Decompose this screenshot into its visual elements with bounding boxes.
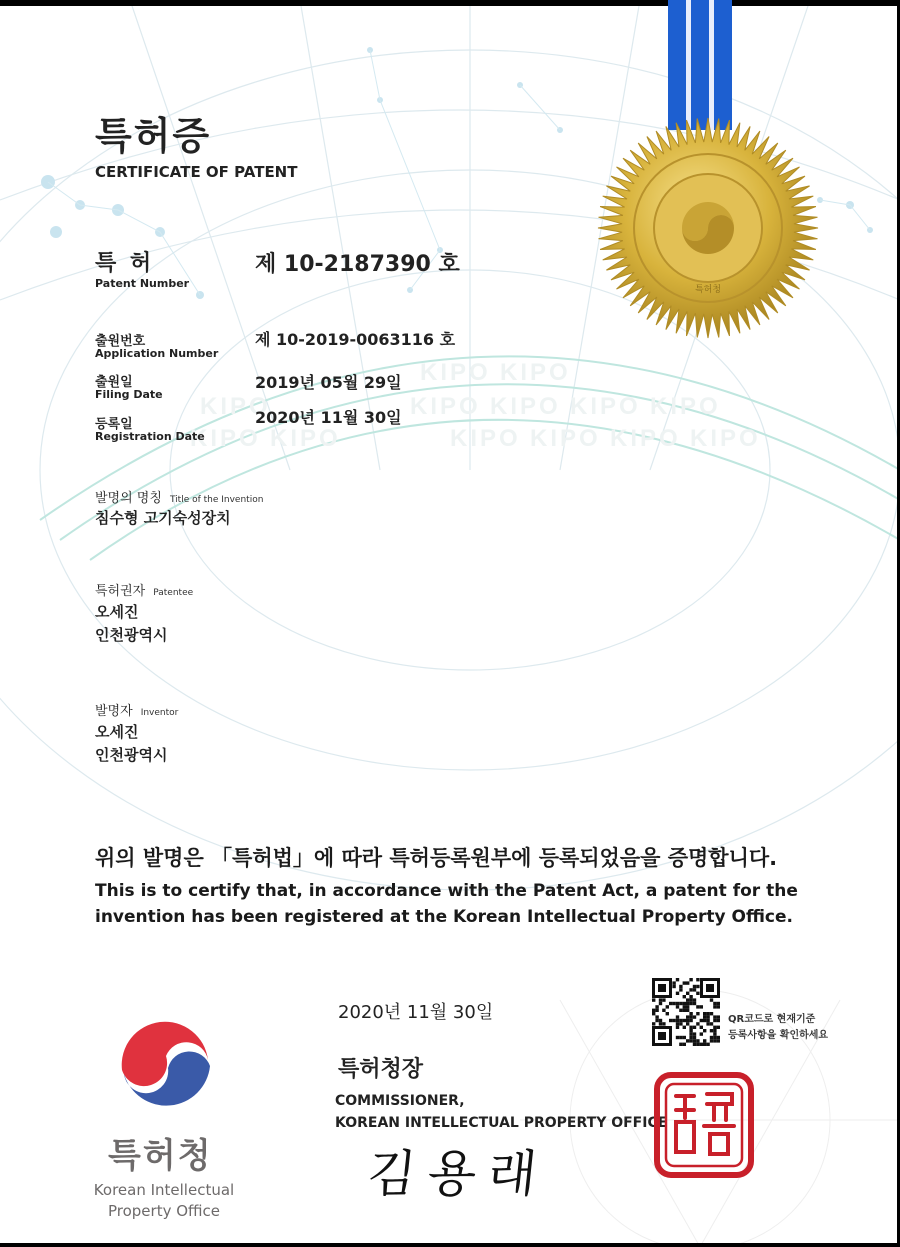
- patentee-label-ko: 특허권자: [95, 584, 146, 599]
- qr-module: [655, 1009, 658, 1012]
- qr-module: [676, 1026, 679, 1029]
- patent-number-label-ko: 특 허: [95, 251, 155, 276]
- qr-module: [693, 1043, 696, 1046]
- commissioner-title-en-line2: KOREAN INTELLECTUAL PROPERTY OFFICE: [335, 1115, 668, 1131]
- invention-title-label: [95, 487, 263, 506]
- patent-number-label-en: Patent Number: [95, 277, 190, 290]
- commissioner-signature: 김용래: [364, 1145, 552, 1203]
- qr-module: [686, 981, 689, 984]
- certificate-title-en: CERTIFICATE OF PATENT: [95, 163, 298, 181]
- qr-module: [706, 1019, 709, 1022]
- qr-module: [703, 1039, 706, 1042]
- medal-text: 특허청: [694, 285, 722, 295]
- qr-module: [669, 1002, 672, 1005]
- qr-module: [676, 1022, 679, 1025]
- qr-module: [689, 1039, 692, 1042]
- qr-module: [689, 1032, 692, 1035]
- qr-module: [659, 1022, 662, 1025]
- qr-module: [713, 1005, 716, 1008]
- qr-module: [686, 1005, 689, 1008]
- qr-module: [652, 998, 655, 1001]
- blue-ribbon: [668, 0, 732, 130]
- qr-module: [689, 978, 692, 981]
- qr-caption: [728, 1012, 828, 1044]
- qr-module: [689, 995, 692, 998]
- qr-module: [693, 1002, 696, 1005]
- qr-module: [693, 998, 696, 1001]
- qr-module: [662, 1022, 665, 1025]
- qr-module: [710, 1029, 713, 1032]
- qr-module: [710, 1036, 713, 1039]
- registration-date-label-en: Registration Date: [95, 430, 205, 443]
- qr-module: [717, 1036, 720, 1039]
- qr-module: [710, 1012, 713, 1015]
- qr-module: [676, 992, 679, 995]
- qr-caption-line2: 등록사항을 확인하세요: [728, 1030, 829, 1041]
- patentee-label-en: Patentee: [153, 588, 194, 598]
- qr-module: [659, 1002, 662, 1005]
- qr-module: [679, 1036, 682, 1039]
- qr-module: [679, 985, 682, 988]
- kipo-logo-name-ko: 특허청: [108, 1136, 213, 1176]
- inventor-name: 오세진: [95, 723, 139, 741]
- watermark-kipo: KIPO: [500, 359, 571, 386]
- qr-module: [679, 988, 682, 991]
- watermark-kipo: KIPO: [410, 393, 481, 420]
- qr-module: [706, 1012, 709, 1015]
- inventor-label: [95, 700, 178, 719]
- application-number-label-en: Application Number: [95, 347, 219, 360]
- qr-module: [655, 1015, 658, 1018]
- qr-module: [686, 1019, 689, 1022]
- qr-module: [689, 1026, 692, 1029]
- qr-module: [686, 1002, 689, 1005]
- qr-module: [676, 1036, 679, 1039]
- watermark-kipo: KIPO: [690, 425, 761, 452]
- watermark-kipo: KIPO: [490, 393, 561, 420]
- qr-module: [710, 998, 713, 1001]
- qr-module: [706, 1015, 709, 1018]
- qr-module: [679, 1009, 682, 1012]
- qr-module: [655, 1005, 658, 1008]
- qr-module: [700, 1019, 703, 1022]
- commissioner-title-en-line1: COMMISSIONER,: [335, 1093, 465, 1109]
- qr-module: [706, 1022, 709, 1025]
- inventor-address: 인천광역시: [95, 746, 168, 764]
- kipo-logo-name-en: [90, 1180, 238, 1222]
- qr-module: [703, 1043, 706, 1046]
- watermark-kipo: KIPO: [450, 425, 521, 452]
- invention-title-label-en: Title of the Invention: [169, 495, 264, 505]
- certificate-title-ko: 특허증: [95, 114, 212, 158]
- qr-module: [689, 1002, 692, 1005]
- qr-module: [696, 985, 699, 988]
- certification-statement-ko: 위의 발명은 「특허법」에 따라 특허등록원부에 등록되었음을 증명합니다.: [95, 846, 778, 870]
- invention-title-label-ko: 발명의 명칭: [95, 491, 162, 506]
- qr-module: [672, 1002, 675, 1005]
- inventor-label-en: Inventor: [140, 708, 179, 718]
- qr-module: [683, 1019, 686, 1022]
- qr-module: [703, 1019, 706, 1022]
- qr-module: [710, 1039, 713, 1042]
- kipo-logo-icon: [110, 1008, 220, 1118]
- qr-module: [689, 1012, 692, 1015]
- qr-module: [683, 981, 686, 984]
- watermark-kipo: KIPO: [530, 425, 601, 452]
- qr-module: [686, 992, 689, 995]
- qr-module: [696, 992, 699, 995]
- qr-module: [693, 1039, 696, 1042]
- watermark-kipo: KIPO: [190, 425, 261, 452]
- qr-module: [717, 1026, 720, 1029]
- invention-title-value: 침수형 고기숙성장치: [95, 509, 231, 527]
- qr-module: [686, 1022, 689, 1025]
- qr-module: [676, 1002, 679, 1005]
- qr-module: [676, 1015, 679, 1018]
- qr-module: [713, 1015, 716, 1018]
- kipo-logo-name-en-line1: Korean Intellectual: [93, 1181, 235, 1199]
- qr-module: [683, 995, 686, 998]
- qr-module: [652, 1012, 655, 1015]
- qr-module: [676, 978, 679, 981]
- patent-number-value: 제 10-2187390 호: [255, 252, 460, 277]
- inventor-label-ko: 발명자: [95, 704, 133, 719]
- qr-module: [662, 998, 665, 1001]
- qr-module: [679, 1022, 682, 1025]
- qr-module: [672, 985, 675, 988]
- qr-module: [689, 1036, 692, 1039]
- qr-module: [696, 1043, 699, 1046]
- qr-module: [659, 1019, 662, 1022]
- watermark-kipo: KIPO: [570, 393, 641, 420]
- qr-module: [696, 1012, 699, 1015]
- qr-module: [713, 1026, 716, 1029]
- qr-module: [676, 1019, 679, 1022]
- watermark-kipo: KIPO: [650, 393, 721, 420]
- qr-module: [713, 1029, 716, 1032]
- qr-module: [666, 1005, 669, 1008]
- qr-module: [672, 981, 675, 984]
- official-red-seal: [652, 1070, 756, 1180]
- qr-module: [713, 1032, 716, 1035]
- qr-module: [693, 1032, 696, 1035]
- application-number-value: 제 10-2019-0063116 호: [255, 330, 456, 349]
- qr-module: [652, 1022, 655, 1025]
- patentee-name: 오세진: [95, 603, 139, 621]
- qr-module: [713, 1019, 716, 1022]
- qr-module: [683, 1005, 686, 1008]
- qr-module: [679, 1019, 682, 1022]
- qr-module: [683, 1009, 686, 1012]
- qr-module: [693, 988, 696, 991]
- qr-module: [706, 1043, 709, 1046]
- qr-module: [676, 1005, 679, 1008]
- qr-module: [713, 1002, 716, 1005]
- qr-module: [686, 1009, 689, 1012]
- qr-module: [696, 978, 699, 981]
- qr-module: [659, 998, 662, 1001]
- qr-module: [683, 1036, 686, 1039]
- qr-module: [713, 1039, 716, 1042]
- certification-statement-en: This is to certify that, in accordance with the Patent Act, a patent for the invention has been registered at the Korean Intellectual Property Office.: [95, 881, 798, 927]
- qr-module: [717, 1019, 720, 1022]
- qr-module: [679, 1002, 682, 1005]
- qr-module: [717, 1015, 720, 1018]
- qr-module: [679, 1043, 682, 1046]
- qr-module: [689, 998, 692, 1001]
- qr-module: [713, 1036, 716, 1039]
- qr-module: [686, 998, 689, 1001]
- qr-module: [700, 1026, 703, 1029]
- qr-module: [672, 1019, 675, 1022]
- qr-module: [703, 1029, 706, 1032]
- qr-caption-line1: QR코드로 현재기준: [728, 1014, 816, 1025]
- qr-module: [717, 1039, 720, 1042]
- qr-module: [696, 1022, 699, 1025]
- qr-module: [683, 1043, 686, 1046]
- qr-module: [700, 1005, 703, 1008]
- watermark-kipo: KIPO: [610, 425, 681, 452]
- qr-module: [717, 1002, 720, 1005]
- qr-module: [717, 1005, 720, 1008]
- frame-bottom: [0, 1243, 900, 1247]
- application-number-label-ko: 출원번호: [95, 334, 146, 349]
- qr-module: [683, 1026, 686, 1029]
- registration-date-label-ko: 등록일: [95, 417, 133, 432]
- qr-module: [686, 1015, 689, 1018]
- qr-module: [700, 1032, 703, 1035]
- qr-module: [655, 1019, 658, 1022]
- patentee-label: [95, 580, 193, 599]
- kipo-logo-name-en-line2: Property Office: [107, 1202, 221, 1220]
- qr-module: [696, 1005, 699, 1008]
- qr-module: [693, 1015, 696, 1018]
- qr-module: [689, 1019, 692, 1022]
- qr-module: [662, 1009, 665, 1012]
- qr-module: [696, 1039, 699, 1042]
- qr-module: [689, 988, 692, 991]
- watermark-kipo: KIPO: [270, 425, 341, 452]
- qr-module: [703, 1015, 706, 1018]
- qr-module: [693, 985, 696, 988]
- commissioner-title-en: [335, 1090, 667, 1134]
- filing-date-label-ko: 출원일: [95, 375, 133, 390]
- qr-module: [683, 1002, 686, 1005]
- qr-module: [689, 1015, 692, 1018]
- qr-module: [669, 1019, 672, 1022]
- gold-medal-seal: [590, 0, 830, 345]
- qr-module: [703, 1012, 706, 1015]
- qr-module: [666, 1012, 669, 1015]
- watermark-kipo: KIPO: [420, 359, 491, 386]
- watermark-kipo: KIPO: [200, 393, 271, 420]
- patentee-address: 인천광역시: [95, 626, 168, 644]
- qr-code[interactable]: [652, 978, 720, 1046]
- qr-module: [710, 1022, 713, 1025]
- qr-module: [689, 1029, 692, 1032]
- filing-date-label-en: Filing Date: [95, 388, 163, 401]
- qr-module: [693, 1036, 696, 1039]
- registration-date-value: 2020년 11월 30일: [255, 408, 402, 427]
- qr-module: [693, 1026, 696, 1029]
- qr-module: [700, 1043, 703, 1046]
- issue-date: 2020년 11월 30일: [338, 1002, 494, 1023]
- qr-module: [686, 1039, 689, 1042]
- commissioner-title-ko: 특허청장: [338, 1057, 424, 1082]
- qr-module: [652, 1009, 655, 1012]
- filing-date-value: 2019년 05월 29일: [255, 373, 402, 392]
